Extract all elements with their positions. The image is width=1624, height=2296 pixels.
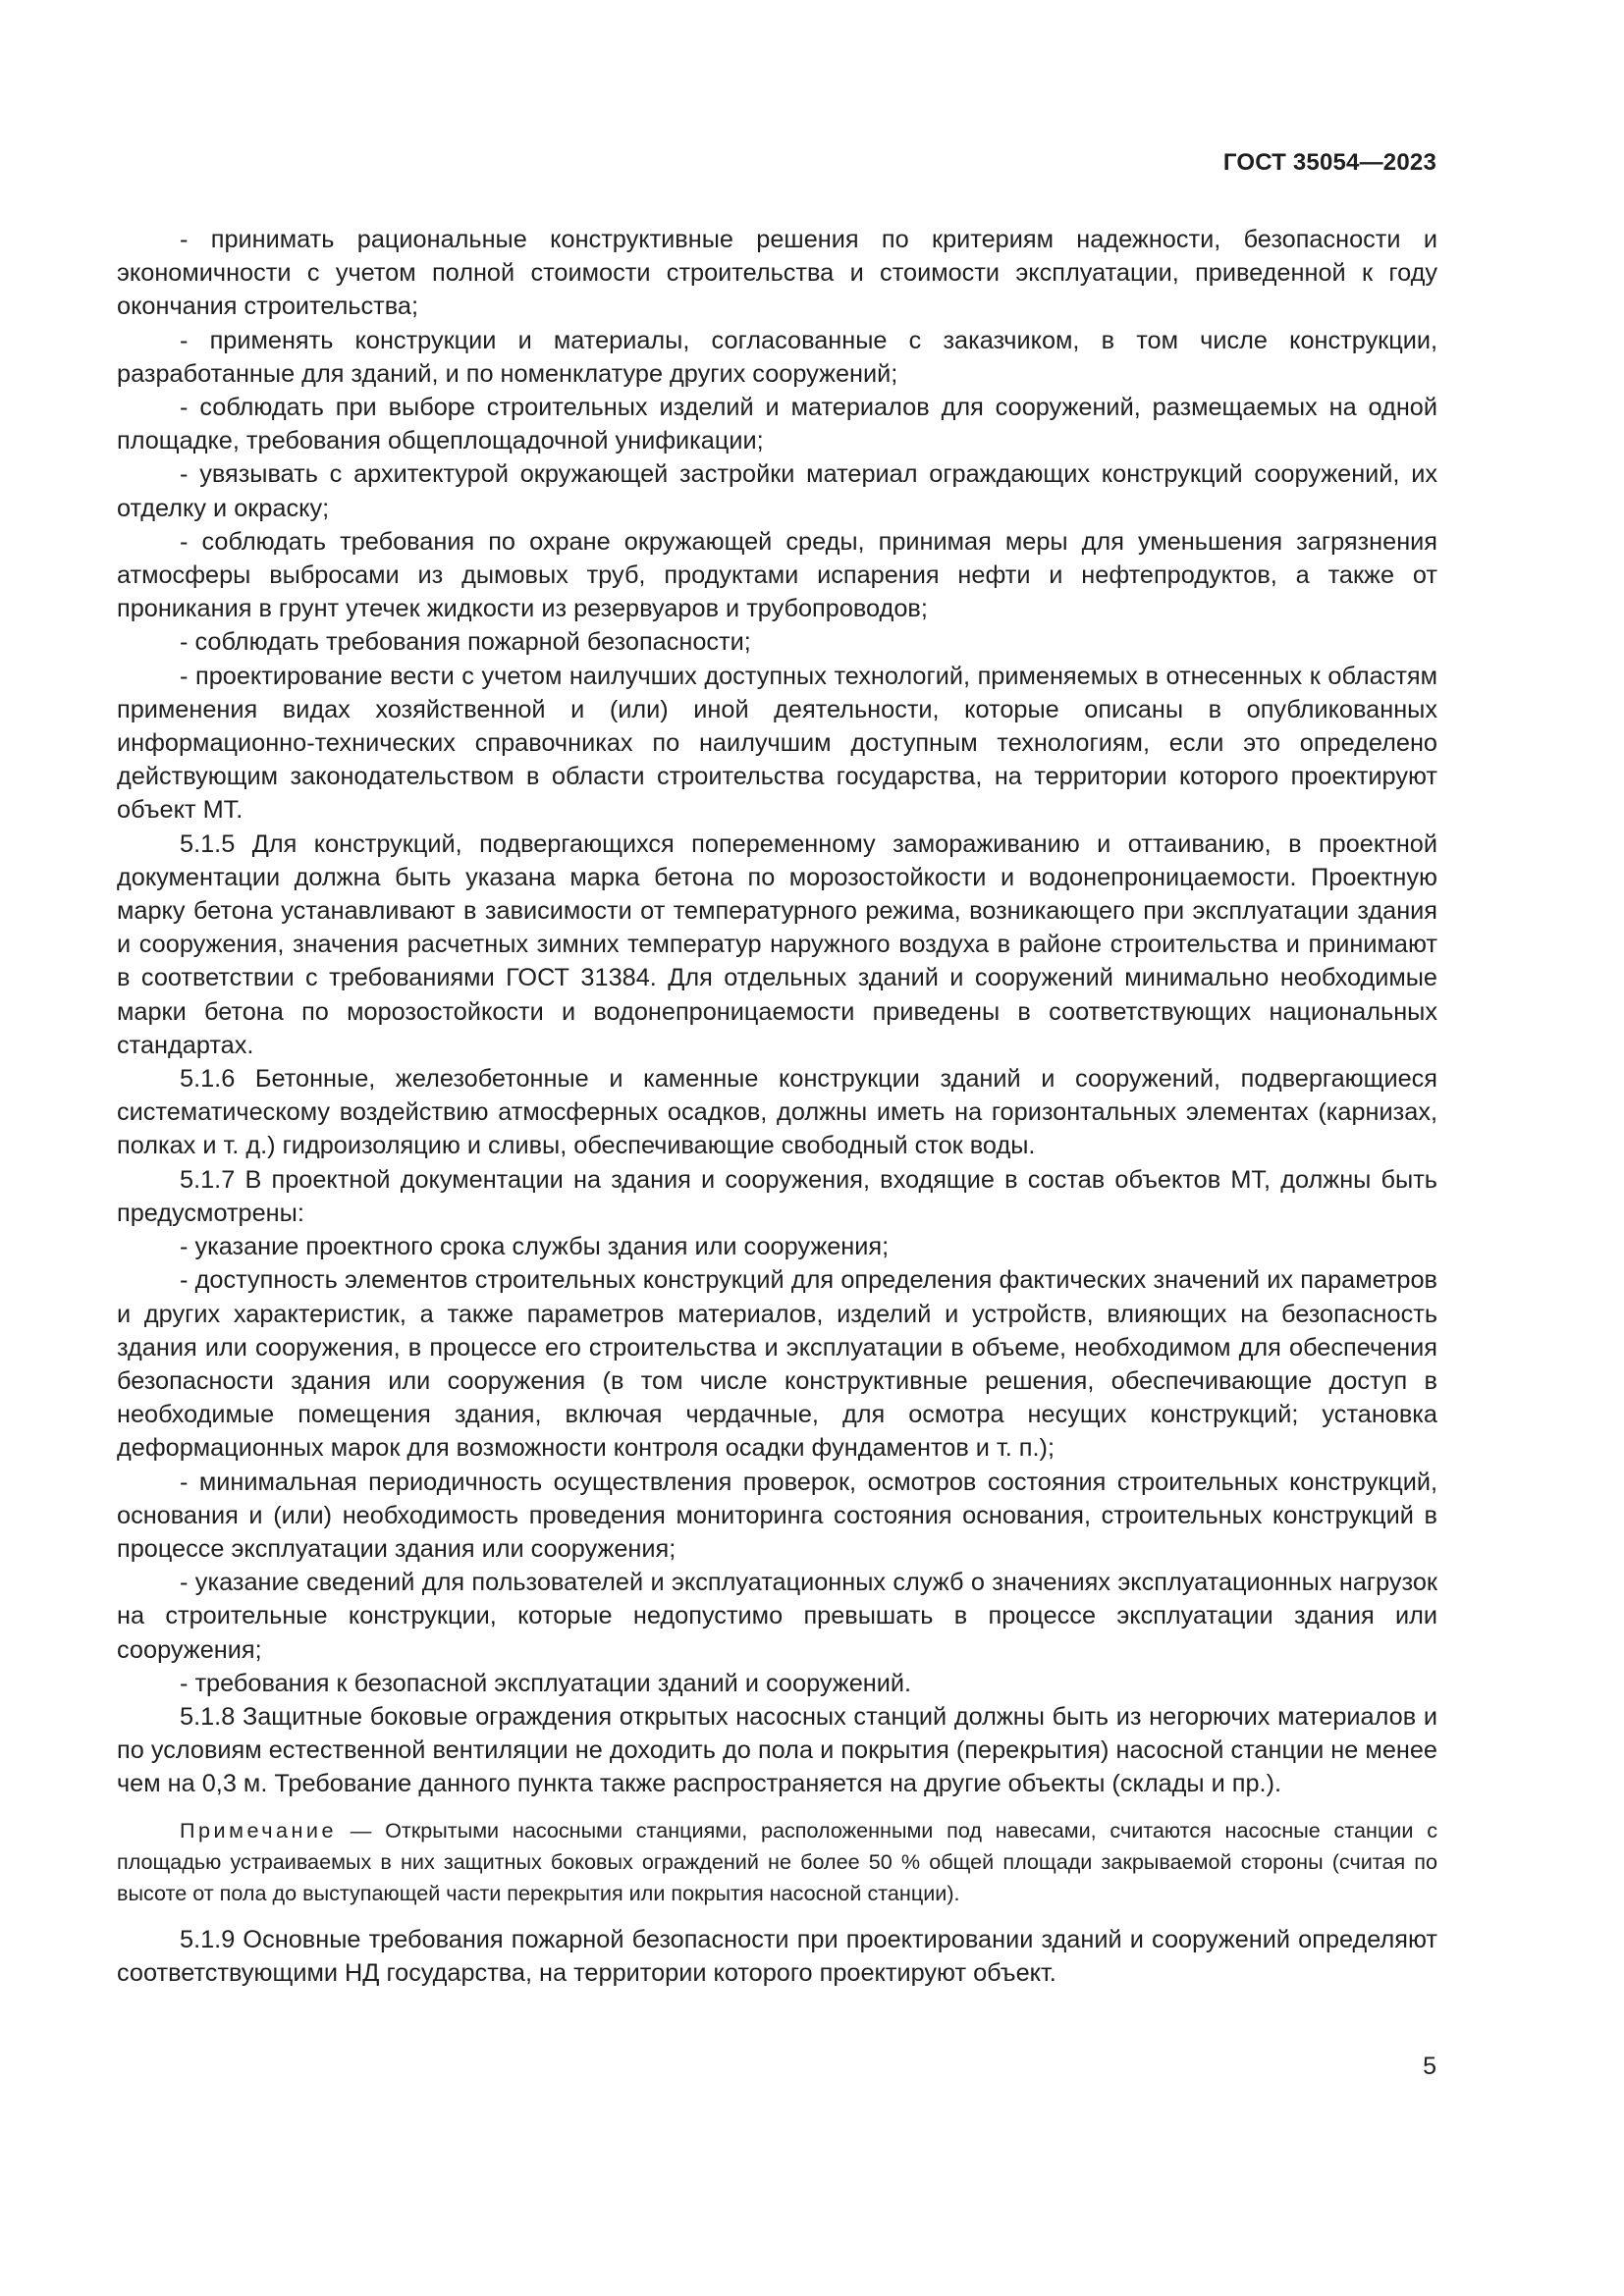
document-code-header: ГОСТ 35054—2023 <box>1222 149 1436 176</box>
paragraph-fire-safety: - соблюдать требования пожарной безопасности; <box>180 628 751 657</box>
paragraph-approved-materials: - применять конструкции и материалы, согласованные с заказчиком, в том числе конструкции, разработанные для зданий, и по номенклатуре других сооружений; <box>117 326 1437 388</box>
clause-5-1-8: 5.1.8 Защитные боковые ограждения открытых насосных станций должны быть из негорючих материалов и по условиям естественной вентиляции не доходить до пола и покрытия (перекрытия) насосной станции не менее чем на 0,3 м. Требование данного пункта также распространяется на другие объекты (склады и пр.). <box>117 1702 1437 1798</box>
document-body <box>117 223 1437 1990</box>
clause-5-1-6: 5.1.6 Бетонные, железобетонные и каменные конструкции зданий и сооружений, подвергающиеся систематическому воздействию атмосферных осадков, должны иметь на горизонтальных элементах (карнизах, полках и т. д.) гидроизоляцию и сливы, обеспечивающие свободный сток воды. <box>117 1065 1437 1160</box>
paragraph-site-unification: - соблюдать при выборе строительных изделий и материалов для сооружений, размещаемых на одной площадке, требования общеплощадочной унификации; <box>117 394 1437 455</box>
paragraph-environment-protection: - соблюдать требования по охране окружающей среды, принимая меры для уменьшения загрязнения атмосферы выбросами из дымовых труб, продуктами испарения нефти и нефтепродуктов, а также от проникания в грунт утечек жидкости из резервуаров и трубопроводов; <box>117 527 1437 623</box>
clause-5-1-7: 5.1.7 В проектной документации на здания и сооружения, входящие в состав объектов МТ, должны быть предусмотрены: <box>117 1165 1437 1227</box>
list-item-load-information: - указание сведений для пользователей и эксплуатационных служб о значениях эксплуатационных нагрузок на строительные конструкции, которые недопустимо превышать в процессе эксплуатации здания или сооружения; <box>117 1569 1437 1664</box>
clause-5-1-5: 5.1.5 Для конструкций, подвергающихся попеременному замораживанию и оттаиванию, в проектной документации должна быть указана марка бетона по морозостойкости и водонепроницаемости. Проектную марку бетона устанавливают в зависимости от температурного режима, возникающего при эксплуатации здания и сооружения, значения расчетных зимних температур наружного воздуха в районе строительства и принимают в соответствии с требованиями ГОСТ 31384. Для отдельных зданий и сооружений минимально необходимые марки бетона по морозостойкости и водонепроницаемости приведены в соответствующих национальных стандартах. <box>117 829 1437 1059</box>
page-number: 5 <box>1423 2053 1436 2080</box>
note-separator: — <box>337 1817 386 1842</box>
paragraph-architecture-link: - увязывать с архитектурой окружающей застройки материал ограждающих конструкций сооружений, их отделку и окраску; <box>117 460 1437 522</box>
note-label: Примечание <box>180 1817 337 1842</box>
list-item-safe-operation: - требования к безопасной эксплуатации зданий и сооружений. <box>180 1669 912 1697</box>
paragraph-rational-solutions: - принимать рациональные конструктивные решения по критериям надежности, безопасности и экономичности с учетом полной стоимости строительства и стоимости эксплуатации, приведенной к году окончания строительства; <box>117 226 1437 321</box>
note-paragraph <box>117 1815 1437 1909</box>
list-item-inspection-frequency: - минимальная периодичность осуществления проверок, осмотров состояния строительных конструкций, основания и (или) необходимость проведения мониторинга состояния основания, строительных конструкций в процессе эксплуатации здания или сооружения; <box>117 1468 1437 1563</box>
list-item-element-accessibility: - доступность элементов строительных конструкций для определения фактических значений их параметров и других характеристик, а также параметров материалов, изделий и устройств, влияющих на безопасность здания или сооружения, в процессе его строительства и эксплуатации в объеме, необходимом для обеспечения безопасности здания или сооружения (в том числе конструктивные решения, обеспечивающие доступ в необходимые помещения здания, включая чердачные, для осмотра несущих конструкций; установка деформационных марок для возможности контроля осадки фундаментов и т. п.); <box>117 1266 1437 1463</box>
clause-5-1-9: 5.1.9 Основные требования пожарной безопасности при проектировании зданий и сооружений определяют соответствующими НД государства, на территории которого проектируют объект. <box>117 1925 1437 1987</box>
paragraph-best-technologies: - проектирование вести с учетом наилучших доступных технологий, применяемых в отнесенных к областям применения видах хозяйственной и (или) иной деятельности, которые описаны в опубликованных информационно-технических справочниках по наилучшим доступным технологиям, если это определено действующим законодательством в области строительства государства, на территории которого проектируют объект МТ. <box>117 662 1437 825</box>
note-text: Открытыми насосными станциями, расположенными под навесами, считаются насосные станции с площадью устраиваемых в них защитных боковых ограждений не более 50 % общей площади закрываемой стороны (считая по высоте от пола до выступающей части перекрытия или покрытия насосной станции). <box>117 1817 1438 1905</box>
list-item-service-life: - указание проектного срока службы здания или сооружения; <box>180 1233 890 1261</box>
